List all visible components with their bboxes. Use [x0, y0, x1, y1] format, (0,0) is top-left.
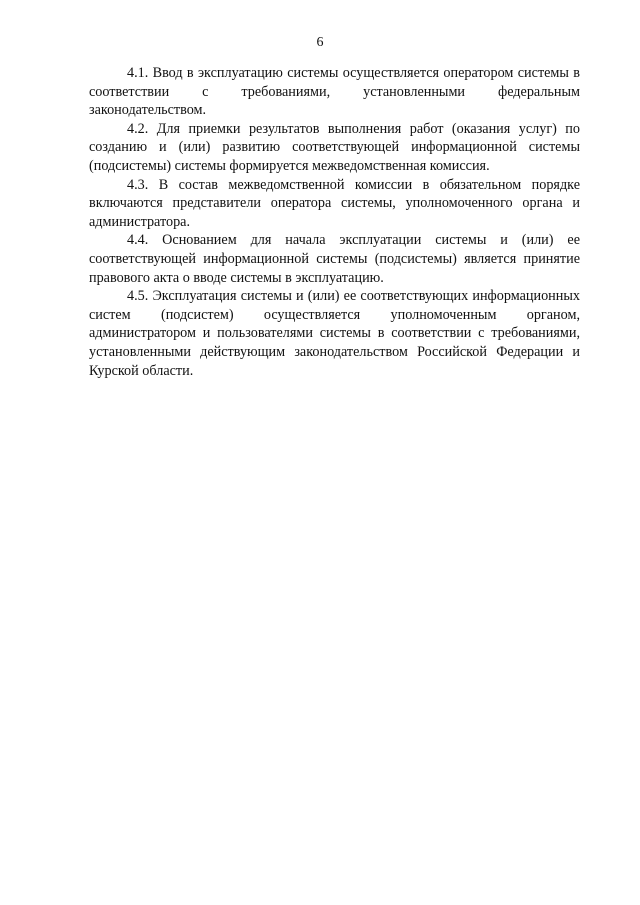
- paragraph-4-4: 4.4. Основанием для начала эксплуатации системы и (или) ее соответствующей информационной системы (подсистемы) является принятие правового акта о вводе системы в эксплуатацию.: [89, 232, 580, 286]
- paragraph-4-2: 4.2. Для приемки результатов выполнения работ (оказания услуг) по созданию и (или) развитию соответствующей информационной системы (подсистемы) системы формируется межведомственная комиссия.: [89, 120, 580, 174]
- paragraph-4-5: 4.5. Эксплуатация системы и (или) ее соответствующих информационных систем (подсистем) осуществляется уполномоченным органом, администратором и пользователями системы в соответствии с требованиями, установленными действующим законодательством Российской Федерации и Курской области.: [89, 288, 580, 379]
- page-number: 6: [316, 35, 324, 50]
- paragraph-4-3: 4.3. В состав межведомственной комиссии в обязательном порядке включаются представители оператора системы, уполномоченного органа и администратора.: [89, 176, 580, 230]
- document-body: [89, 64, 580, 380]
- paragraph-4-1: 4.1. Ввод в эксплуатацию системы осуществляется оператором системы в соответствии с требованиями, установленными федеральным законодательством.: [89, 65, 580, 119]
